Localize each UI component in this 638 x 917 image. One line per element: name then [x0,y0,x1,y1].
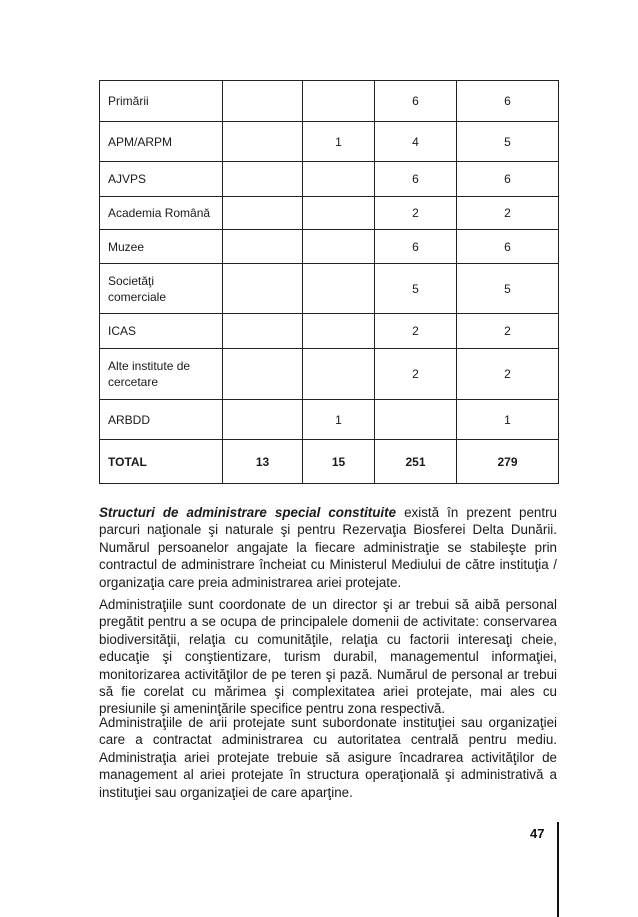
paragraph-structures [99,504,557,591]
row-label: Academia Română [100,197,223,230]
cell [303,314,375,349]
cell [303,81,375,122]
row-label: AJVPS [100,162,223,197]
row-label: Alte institute de cercetare [100,349,223,400]
cell: 2 [457,197,559,230]
cell [223,162,303,197]
cell [303,264,375,314]
table-row [100,264,559,314]
page-number: 47 [530,826,545,841]
cell: 1 [457,400,559,440]
total-cell: 13 [223,440,303,484]
total-label: TOTAL [100,440,223,484]
row-label: ARBDD [100,400,223,440]
cell: 2 [375,314,457,349]
row-label: APM/ARPM [100,122,223,162]
cell [375,400,457,440]
cell [223,197,303,230]
cell: 6 [457,230,559,264]
page-edge-rule [557,822,559,917]
cell: 2 [457,314,559,349]
paragraph-subordination: Administraţiile de arii protejate sunt subordonate instituţiei sau organizaţiei care a contractat administrarea cu autoritatea centrală pentru mediu. Administraţia ariei protejate trebuie să asigure încadrarea activităţilor de management al ariei protejate în structura operaţională şi administrativă a instituţiei sau organizaţiei de care aparţine. [99,715,557,800]
table-row [100,400,559,440]
table-row [100,230,559,264]
cell: 2 [375,197,457,230]
cell [223,264,303,314]
row-label: Societăţi comerciale [100,264,223,314]
institutions-table [99,80,559,484]
cell [223,349,303,400]
cell [223,122,303,162]
cell [223,230,303,264]
table-total-row [100,440,559,484]
cell [223,314,303,349]
cell: 6 [375,81,457,122]
table-row [100,81,559,122]
paragraph-body: există în prezent pentru parcuri naţionale şi naturale şi pentru Rezervaţia Biosferei Delta Dunării. Numărul persoanelor angajate la fiecare administraţie se stabileşte prin contractul de administrare încheiat cu Ministerul Mediului de către instituţia / organizaţia care preia administrarea ariei protejate. [99,505,557,590]
cell: 6 [457,162,559,197]
total-cell: 251 [375,440,457,484]
table-row [100,197,559,230]
cell [303,349,375,400]
cell: 6 [375,230,457,264]
cell [303,230,375,264]
cell: 2 [375,349,457,400]
paragraph-coordination: Administraţiile sunt coordonate de un director şi ar trebui să aibă personal pregătit pentru a se ocupa de principalele domenii de activitate: conservarea biodiversităţii, relaţia cu comunităţile, relaţia cu factorii interesaţi cheie, educaţie şi conştientizare, turism durabil, managementul informaţiei, monitorizarea activităţilor de pe teren şi pază. Numărul de personal ar trebui să fie corelat cu mărimea şi complexitatea ariei protejate, mai ales cu presiunile şi ameninţările specifice pentru zona respectivă. [99,597,557,717]
cell: 5 [375,264,457,314]
cell: 4 [375,122,457,162]
row-label: ICAS [100,314,223,349]
cell: 6 [375,162,457,197]
cell: 2 [457,349,559,400]
cell: 1 [303,400,375,440]
cell: 5 [457,122,559,162]
row-label: Primării [100,81,223,122]
table-row [100,349,559,400]
row-label: Muzee [100,230,223,264]
cell [223,81,303,122]
cell: 1 [303,122,375,162]
cell [303,197,375,230]
table-row [100,122,559,162]
cell: 5 [457,264,559,314]
table-row [100,162,559,197]
total-cell: 15 [303,440,375,484]
cell [223,400,303,440]
total-cell: 279 [457,440,559,484]
paragraph-lead: Structuri de administrare special constituite [99,505,397,520]
table-row [100,314,559,349]
cell [303,162,375,197]
cell: 6 [457,81,559,122]
